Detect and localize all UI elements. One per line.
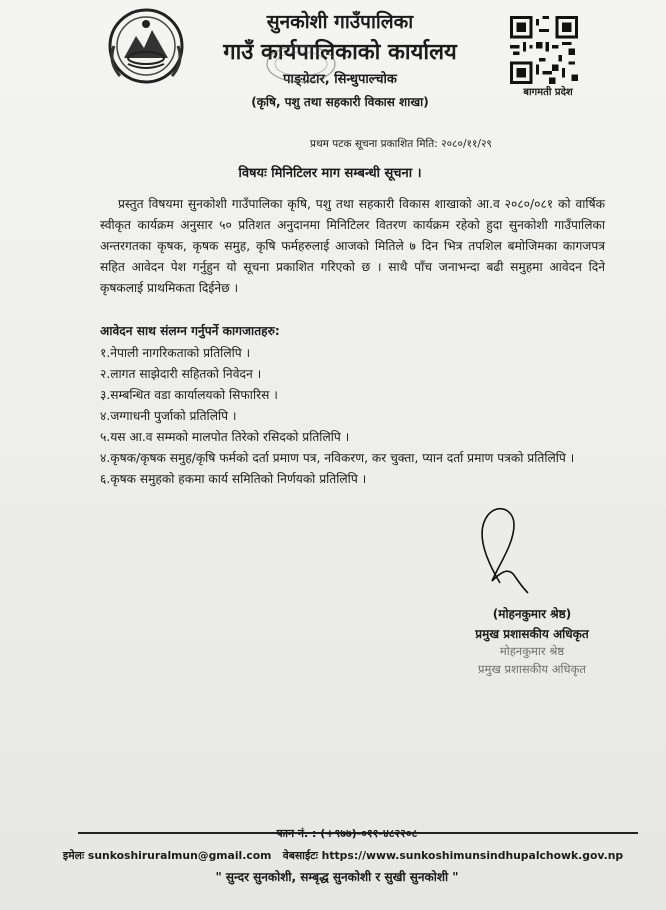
stamp-name: मोहनकुमार श्रेष्ठ (499, 644, 565, 658)
office-stamp (264, 44, 338, 84)
name-stamp (452, 642, 612, 678)
footer-contact (10, 848, 666, 863)
branch-name: (कृषि, पशु तथा सहकारी विकास शाखा) (251, 95, 429, 109)
signatory-title: प्रमुख प्रशासकीय अधिकृत (475, 627, 589, 641)
footer-slogan: " सुन्दर सुनकोशी, सम्बृद्ध सुनकोशी र सुखी सुनकोशी " (215, 870, 459, 884)
signatory-name: (मोहनकुमार श्रेष्ठ) (492, 607, 572, 621)
notice-subject: विषयः मिनिटिलर माग सम्बन्धी सूचना । (238, 166, 422, 181)
footer-website: वेबसाईटः https://www.sunkoshimunsindhupalchowk.gov.np (282, 849, 624, 862)
stamp-title: प्रमुख प्रशासकीय अधिकृत (478, 662, 586, 676)
signatory-block (452, 604, 612, 644)
signature-mark (470, 503, 550, 603)
publish-date: प्रथम पटक सूचना प्रकाशित मिति: २०८०/११/२९ (310, 138, 492, 150)
list-item: ६.कृषक समुहको हकमा कार्य समितिको निर्णयको प्रतिलिपि । (100, 472, 367, 486)
office-name: गाउँ कार्यपालिकाको कार्यालय (223, 40, 457, 65)
province-label: बागमती प्रदेश (523, 87, 573, 98)
documents-list (100, 343, 610, 490)
list-item: २.लागत साझेदारी सहितको निवेदन । (100, 367, 262, 381)
nepal-emblem-icon (106, 6, 186, 86)
list-item: ३.सम्बन्धित वडा कार्यालयको सिफारिस । (100, 388, 278, 402)
footer-email: इमेलः sunkoshiruralmun@gmail.com (62, 849, 272, 862)
list-item: ५.यस आ.व सम्मको मालपोत तिरेको रसिदको प्रतिलिपि । (100, 430, 350, 444)
documents-heading: आवेदन साथ संलग्न गर्नुपर्ने कागजातहरु: (100, 324, 280, 338)
qr-code-icon (510, 16, 578, 84)
municipality-name: सुनकोशी गाउँपालिका (266, 11, 414, 33)
office-location: पाङ्ग्रेटार, सिन्धुपाल्चोक (283, 72, 397, 87)
footer-phone: फान नं. : (+९७७)-०११-४८२२०८ (276, 827, 418, 840)
notice-body: प्रस्तुत विषयमा सुनकोशी गाउँपालिका कृषि, पशु तथा सहकारी विकास शाखाको आ.व २०८०/०८१ को वार्षिक स्वीकृत कार्यक्रम अनुसार ५० प्रतिशत अनुदानमा मिनिटिलर वितरण कार्यक्रम रहेको हुदा सुनकोशी गाउँपालिका अन्तरगतका कृषक, कृषक समुह, कृषि फर्महरुलाई आजको मितिले ७ दिन भित्र तपशिल बमोजिमका कागजपत्र सहित आवेदन पेश गर्नुहुन यो सूचना प्रकाशित गरिएको छ । साथै पाँच जनाभन्दा बढी समुहमा आवेदन दिने कृषकलाई प्राथमिकता दिईनेछ । (100, 197, 605, 295)
list-item: ४.जग्गाधनी पुर्जाको प्रतिलिपि । (100, 409, 237, 423)
list-item: ४.कृषक/कृषक समुह/कृषि फर्मको दर्ता प्रमाण पत्र, नविकरण, कर चुक्ता, प्यान दर्ता प्रमाण पत्रको प्रतिलिपि । (100, 451, 575, 465)
list-item: १.नेपाली नागरिकताको प्रतिलिपि । (100, 346, 251, 360)
